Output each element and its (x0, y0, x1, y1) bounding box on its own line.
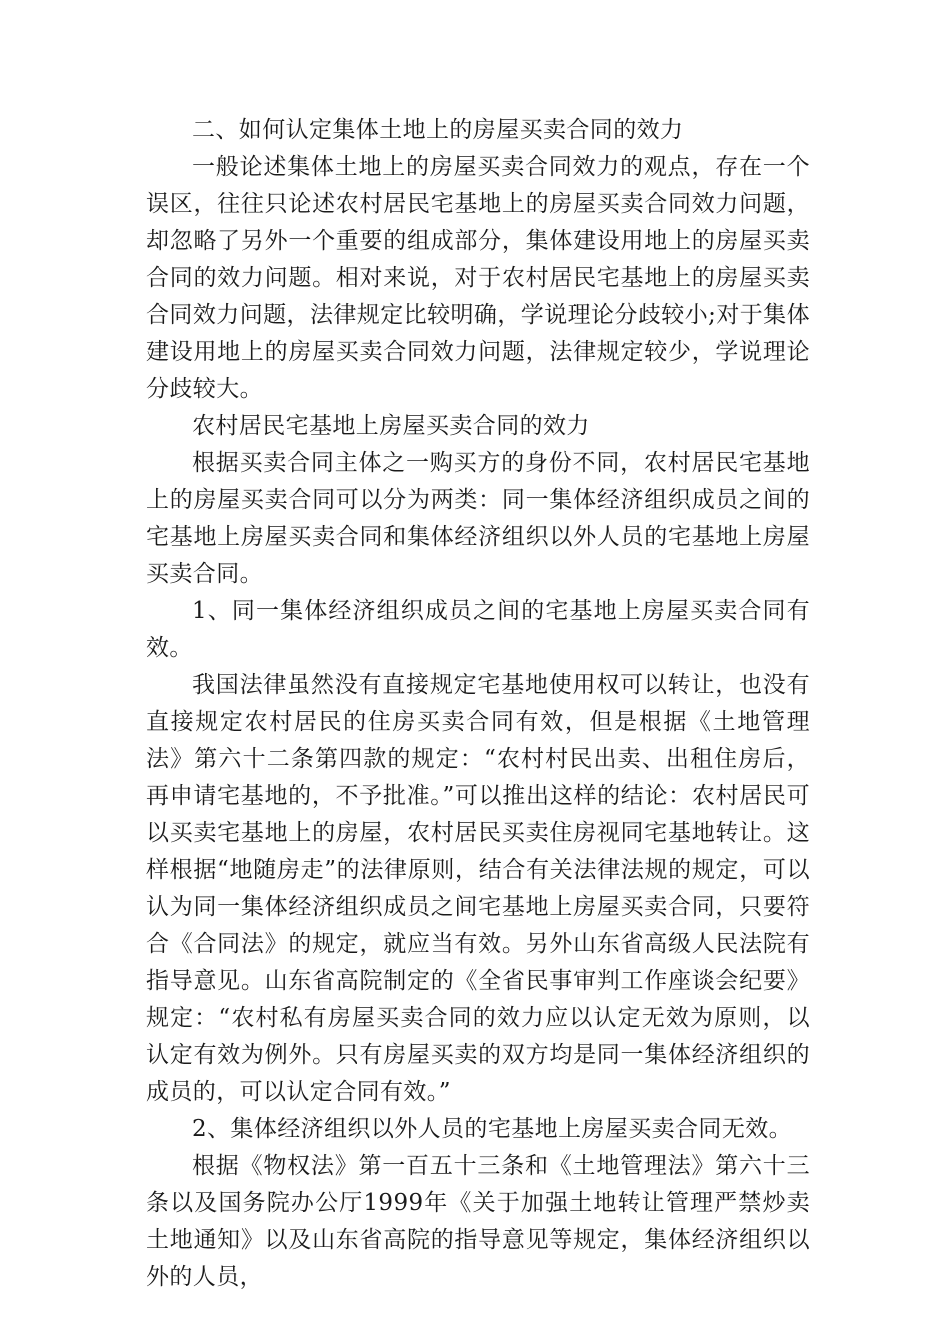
section-heading: 二、如何认定集体土地上的房屋买卖合同的效力 (192, 117, 684, 143)
document-body (146, 112, 810, 1296)
subsection-heading: 农村居民宅基地上房屋买卖合同的效力 (192, 413, 590, 439)
numbered-item-heading: 2、集体经济组织以外人员的宅基地上房屋买卖合同无效。 (192, 1116, 793, 1142)
body-paragraph: 根据《物权法》第一百五十三条和《土地管理法》第六十三条以及国务院办公厅1999年《关于加强土地转让管理严禁炒卖土地通知》以及山东省高院的指导意见等规定，集体经济组织以外的人员， (146, 1153, 810, 1290)
numbered-item-heading: 1、同一集体经济组织成员之间的宅基地上房屋买卖合同有效。 (146, 598, 810, 661)
body-paragraph: 根据买卖合同主体之一购买方的身份不同，农村居民宅基地上的房屋买卖合同可以分为两类：同一集体经济组织成员之间的宅基地上房屋买卖合同和集体经济组织以外人员的宅基地上房屋买卖合同。 (146, 450, 810, 587)
body-paragraph: 一般论述集体土地上的房屋买卖合同效力的观点，存在一个误区，往往只论述农村居民宅基地上的房屋买卖合同效力问题，却忽略了另外一个重要的组成部分，集体建设用地上的房屋买卖合同的效力问题。相对来说，对于农村居民宅基地上的房屋买卖合同效力问题，法律规定比较明确，学说理论分歧较小;对于集体建设用地上的房屋买卖合同效力问题，法律规定较少，学说理论分歧较大。 (146, 154, 810, 402)
body-paragraph: 我国法律虽然没有直接规定宅基地使用权可以转让，也没有直接规定农村居民的住房买卖合同有效，但是根据《土地管理法》第六十二条第四款的规定：“农村村民出卖、出租住房后，再申请宅基地的，不予批准。”可以推出这样的结论：农村居民可以买卖宅基地上的房屋，农村居民买卖住房视同宅基地转让。这样根据“地随房走”的法律原则，结合有关法律法规的规定，可以认为同一集体经济组织成员之间宅基地上房屋买卖合同，只要符合《合同法》的规定，就应当有效。另外山东省高级人民法院有指导意见。山东省高院制定的《全省民事审判工作座谈会纪要》规定：“农村私有房屋买卖合同的效力应以认定无效为原则，以认定有效为例外。只有房屋买卖的双方均是同一集体经济组织的成员的，可以认定合同有效。” (146, 672, 810, 1105)
